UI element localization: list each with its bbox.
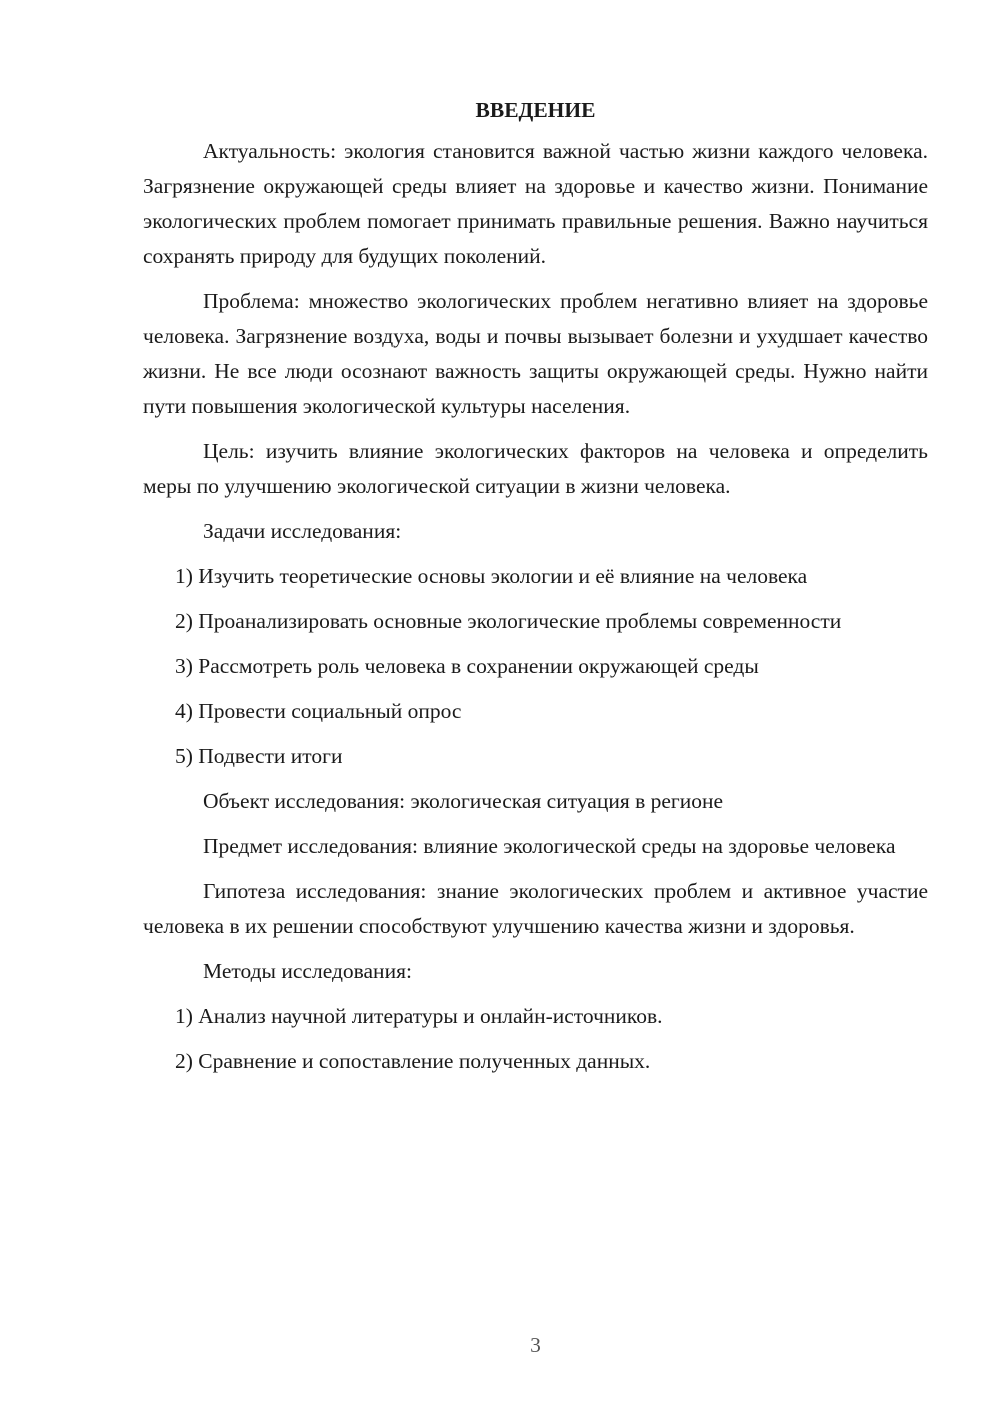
hypothesis-paragraph: Гипотеза исследования: знание экологических проблем и активное участие человека в их решении способствуют улучшению качества жизни и здоровья. <box>143 879 928 938</box>
relevance-paragraph: Актуальность: экология становится важной частью жизни каждого человека. Загрязнение окружающей среды влияет на здоровье и качество жизни. Понимание экологических проблем помогает принимать правильные решения. Важно научиться сохранять природу для будущих поколений. <box>143 139 928 268</box>
goal-paragraph: Цель: изучить влияние экологических факторов на человека и определить меры по улучшению экологической ситуации в жизни человека. <box>143 439 928 498</box>
task-item: 2) Проанализировать основные экологические проблемы современности <box>175 609 842 633</box>
task-item: 3) Рассмотреть роль человека в сохранении окружающей среды <box>175 654 759 678</box>
method-item: 1) Анализ научной литературы и онлайн-источников. <box>175 1004 663 1028</box>
page-number: 3 <box>530 1333 541 1357</box>
page-title: ВВЕДЕНИЕ <box>475 98 596 122</box>
problem-paragraph: Проблема: множество экологических проблем негативно влияет на здоровье человека. Загрязнение воздуха, воды и почвы вызывает болезни и ухудшает качество жизни. Не все люди осознают важность защиты окружающей среды. Нужно найти пути повышения экологической культуры населения. <box>143 289 928 418</box>
object-line: Объект исследования: экологическая ситуация в регионе <box>203 789 724 813</box>
tasks-heading: Задачи исследования: <box>203 519 402 543</box>
task-item: 4) Провести социальный опрос <box>175 699 462 723</box>
subject-paragraph: Предмет исследования: влияние экологической среды на здоровье человека <box>203 834 896 858</box>
task-item: 5) Подвести итоги <box>175 744 343 768</box>
methods-heading: Методы исследования: <box>203 959 412 983</box>
method-item: 2) Сравнение и сопоставление полученных данных. <box>175 1049 651 1073</box>
document-page <box>143 96 928 1089</box>
task-item: 1) Изучить теоретические основы экологии и её влияние на человека <box>175 564 808 588</box>
